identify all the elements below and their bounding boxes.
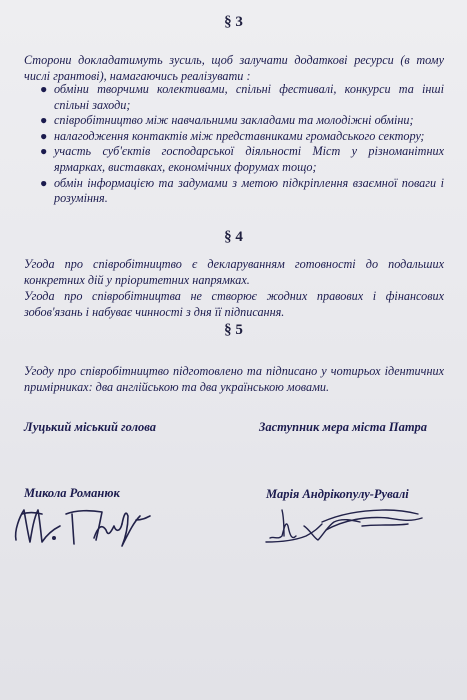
bullet-icon: ● bbox=[40, 113, 48, 128]
section-3-intro: Сторони докладатимуть зусиль, щоб залучати додаткові ресурси (в тому числі грантові), намагаючись реалізувати : bbox=[24, 53, 444, 83]
right-signatory-title: Заступник мера міста Патра bbox=[259, 420, 428, 434]
right-signatory-name: Марія Андрікопулу-Рувалі bbox=[266, 487, 409, 501]
section-3-heading: § 3 bbox=[224, 14, 243, 30]
section-4-heading: § 4 bbox=[224, 229, 243, 245]
list-item: ● співробітництво між навчальними закладами та молодіжні обміни; bbox=[40, 113, 414, 128]
right-signature-image bbox=[262, 496, 442, 552]
section-4-paragraph-2: Угода про співробітництва не створює жодних правових і фінансових зобов'язань і набуває чинності з дня її підписання. bbox=[24, 289, 444, 319]
list-item: ● обмін інформацією та задумами з метою підкріплення взаємної поваги і розуміння. bbox=[40, 175, 444, 206]
list-item: ● участь суб'єктів господарської діяльності Міст у різноманітних ярмарках, виставках, економічних форумах тощо; bbox=[40, 144, 444, 174]
left-signature-image bbox=[10, 500, 160, 560]
section-3-bullet-list bbox=[24, 82, 444, 207]
section-4-paragraph-1: Угода про співробітництво є декларуванням готовності до подальших конкретних дій у пріоритетних напрямках. bbox=[24, 257, 444, 287]
left-signatory-title: Луцький міський голова bbox=[24, 420, 157, 434]
bullet-icon: ● bbox=[40, 128, 48, 143]
bullet-icon: ● bbox=[40, 82, 48, 96]
bullet-icon: ● bbox=[40, 144, 48, 159]
list-item: ● налагодження контактів між представниками громадського сектору; bbox=[40, 128, 425, 143]
section-5-heading: § 5 bbox=[224, 322, 243, 338]
list-item: ● обміни творчими колективами, спільні фестивалі, конкурси та інші спільні заходи; bbox=[40, 82, 444, 112]
section-5-paragraph: Угоду про співробітництво підготовлено та підписано у чотирьох ідентичних примірниках: два англійською та два українською мовами. bbox=[24, 364, 444, 394]
bullet-icon: ● bbox=[40, 175, 48, 190]
left-signatory-name: Микола Романюк bbox=[24, 486, 120, 500]
